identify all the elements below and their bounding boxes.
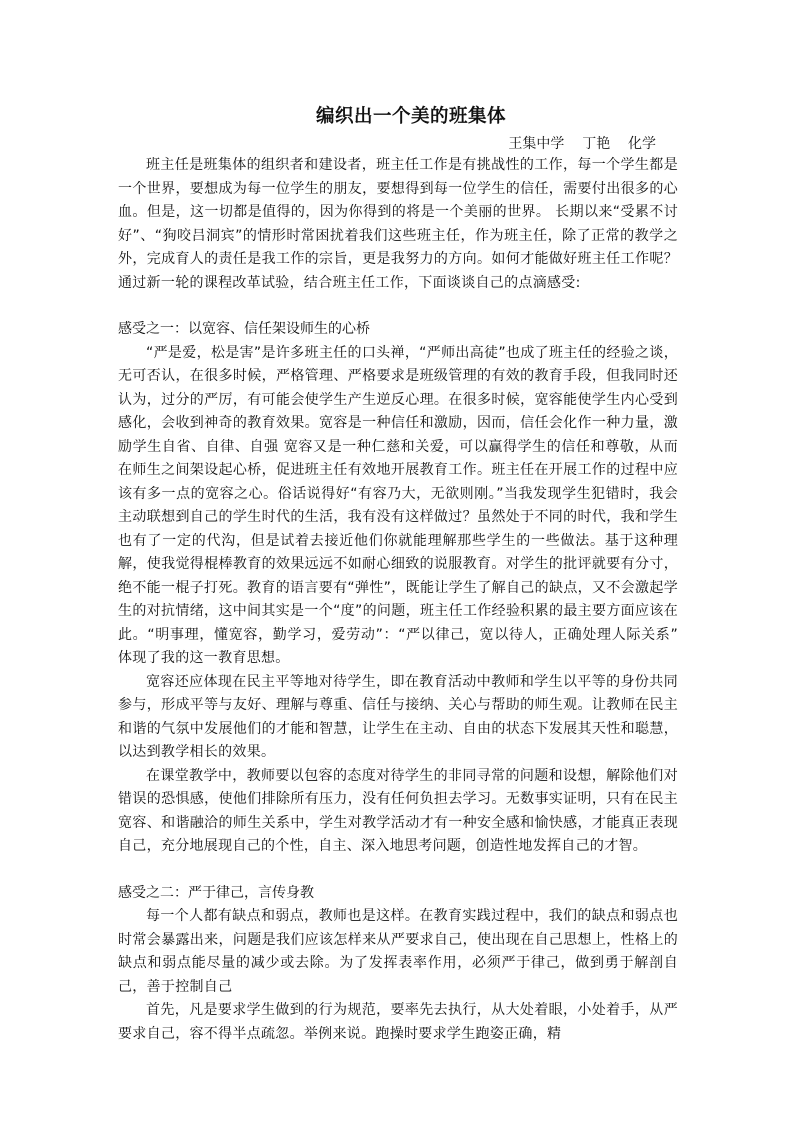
document-body: [118, 104, 678, 1046]
section1-heading: 感受之一：以宽容、信任架设师生的心桥: [118, 321, 370, 337]
section2-paragraph-1: 每一个人都有缺点和弱点，教师也是这样。在教育实践过程中，我们的缺点和弱点也时常会暴露出来，问题是我们应该怎样来从严要求自己，使出现在自己思想上，性格上的缺点和弱点能尽量的减少或去除。为了发挥表率作用，必须严于律己，做到勇于解剖自己，善于控制自己: [118, 908, 678, 995]
section2-paragraph-2: 首先，凡是要求学生做到的行为规范，要率先去执行，从大处着眼，小处着手，从严要求自己，容不得半点疏忽。举例来说。跑操时要求学生跑姿正确，精: [118, 1002, 678, 1042]
section1-paragraph-2: 宽容还应体现在民主平等地对待学生，即在教育活动中教师和学生以平等的身份共同参与，形成平等与友好、理解与尊重、信任与接纳、关心与帮助的师生观。让教师在民主和谐的气氛中发展他们的才能和智慧，让学生在主动、自由的状态下发展其天性和聪慧，以达到教学相长的效果。: [118, 673, 678, 760]
section1-paragraph-3: 在课堂教学中，教师要以包容的态度对待学生的非同寻常的问题和设想，解除他们对错误的恐惧感，使他们排除所有压力，没有任何负担去学习。无数事实证明，只有在民主宽容、和谐融洽的师生关系中，学生对教学活动才有一种安全感和愉快感，才能真正表现自己，充分地展现自己的个性，自主、深入地思考问题，创造性地发挥自己的才智。: [118, 767, 678, 854]
section1-paragraph-1: “严是爱，松是害”是许多班主任的口头禅，“严师出高徒”也成了班主任的经验之谈，无可否认，在很多时候，严格管理、严格要求是班级管理的有效的教育手段，但我同时还认为，过分的严厉，有可能会使学生产生逆反心理。在很多时候，宽容能使学生内心受到感化，会收到神奇的教育效果。宽容是一种信任和激励，因而，信任会化作一种力量，激励学生自省、自律、自强 宽容又是一种仁慈和关爱，可以赢得学生的信任和尊敬，从而在师生之间架设起心桥，促进班主任有效地开展教育工作。班主任在开展工作的过程中应该有多一点的宽容之心。俗话说得好“有容乃大，无欲则刚。”当我发现学生犯错时，我会主动联想到自己的学生时代的生活，我有没有这样做过？虽然处于不同的时代，我和学生也有了一定的代沟，但是试着去接近他们你就能理解那些学生的一些做法。基于这种理解，使我觉得棍棒教育的效果远远不如耐心细致的说服教育。对学生的批评就要有分寸，绝不能一棍子打死。教育的语言要有“弹性”，既能让学生了解自己的缺点，又不会激起学生的对抗情绪，这中间其实是一个“度”的问题，班主任工作经验积累的最主要方面应该在此。“明事理，懂宽容，勤学习，爱劳动”：“严以律己，宽以待人，正确处理人际关系” 体现了我的这一教育思想。: [118, 344, 678, 666]
section2-heading: 感受之二：严于律己，言传身教: [118, 884, 314, 901]
section-spacer: [118, 295, 678, 318]
author-line: 王集中学 丁艳 化学: [508, 136, 656, 152]
section-spacer: [118, 859, 678, 882]
intro-paragraph: 班主任是班集体的组织者和建设者，班主任工作是有挑战性的工作，每一个学生都是一个世界，要想成为每一位学生的朋友，要想得到每一位学生的信任，需要付出很多的心血。但是，这一切都是值得的，因为你得到的将是一个美丽的世界。 长期以来“受累不讨好”、“狗咬吕洞宾”的情形时常困扰着我们这些班主任，作为班主任，除了正常的教学之外，完成育人的责任是我工作的宗旨，更是我努力的方向。如何才能做好班主任工作呢？通过新一轮的课程改革试验，结合班主任工作，下面谈谈自己的点滴感受:: [118, 157, 678, 291]
document-title: 编织出一个美的班集体: [315, 106, 506, 127]
